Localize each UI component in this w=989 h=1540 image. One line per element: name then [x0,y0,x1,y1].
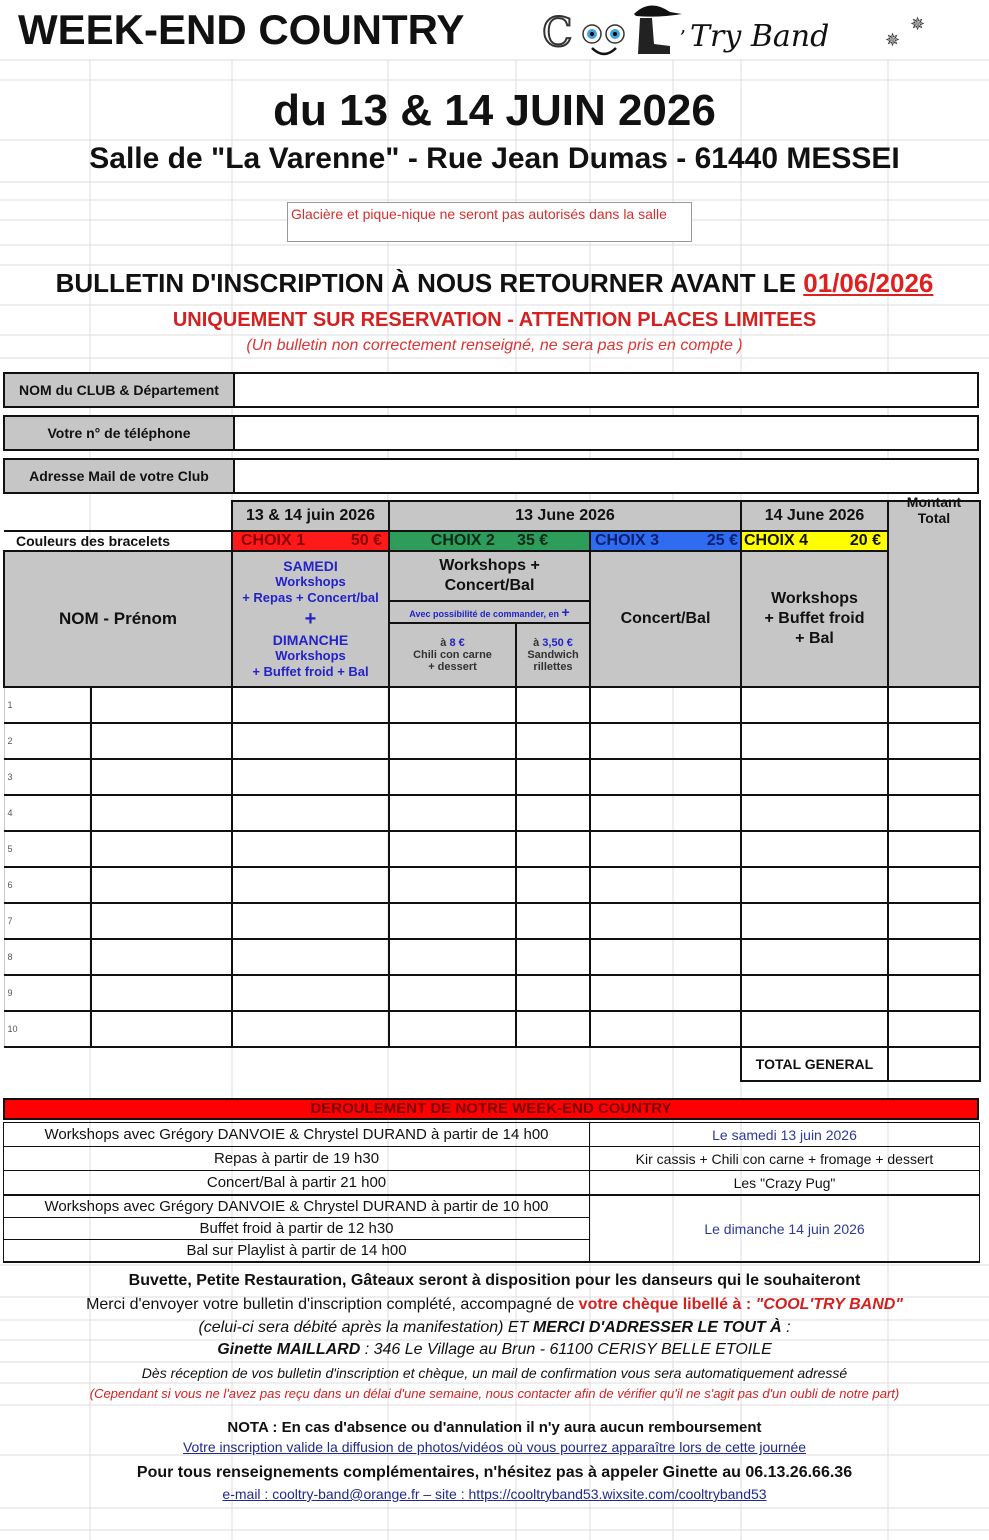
participant-row [4,867,980,903]
choice3-cell[interactable] [590,759,741,795]
choice3-description: Concert/Bal [590,551,741,687]
sandwich-cell[interactable] [516,831,590,867]
svg-text:✵: ✵ [910,14,926,34]
sandwich-cell[interactable] [516,687,590,723]
photos-text: Votre inscription valide la diffusion de photos/vidéos où vous pourrez apparaître lors de cette journée [182,1439,807,1455]
option-sandwich [516,623,590,687]
sat-item-3: Concert/Bal à partir 21 h00 [4,1171,590,1196]
choice1-name: CHOIX 1 [241,532,306,549]
dimanche-label: DIMANCHE [272,632,349,648]
samedi-label: SAMEDI [283,558,338,574]
total-cell[interactable] [888,759,980,795]
participant-row [4,795,980,831]
choice4-line1: Workshops [771,590,858,607]
total-general-label: TOTAL GENERAL [741,1047,888,1081]
choice4-cell[interactable] [741,795,888,831]
choice1-description [232,551,389,687]
opt2-line1: Sandwich [527,649,579,661]
bulletin-heading [0,268,989,299]
choice3-badge [590,531,741,551]
choice3-cell[interactable] [590,867,741,903]
choice1-price: 50 € [350,532,382,549]
buvette-text: Buvette, Petite Restauration, Gâteaux seront à disposition pour les danseurs qui le souhaiteront [128,1272,861,1289]
option-plus-icon: + [561,604,570,620]
schedule-table [3,1122,980,1263]
address-rest: : 346 Le Village au Brun - 61100 CERISY BELLE ETOILE [360,1341,772,1358]
debit-text [0,1319,989,1337]
date-choice1: 13 & 14 juin 2026 [232,501,389,531]
participant-row [4,903,980,939]
notice-box: Glacière et pique-nique ne seront pas autorisés dans la salle [287,202,692,242]
name-cell[interactable] [91,903,232,939]
choice2-cell[interactable] [389,759,516,795]
merci-payee: "COOL'TRY BAND" [755,1296,903,1313]
sat-date: Le samedi 13 juin 2026 [590,1123,980,1147]
total-cell[interactable] [888,795,980,831]
choice4-line3: + Bal [795,630,834,647]
event-venue: Salle de "La Varenne" - Rue Jean Dumas - 61440 MESSEI [89,142,900,175]
merci-text [0,1296,989,1314]
participant-row [4,687,980,723]
date-choice2-3: 13 June 2026 [389,501,741,531]
phone-field[interactable] [235,417,977,449]
club-name-field[interactable] [235,374,977,406]
choice1-cell[interactable] [232,723,389,759]
row-number: 9 [4,975,91,1011]
choice1-cell[interactable] [232,759,389,795]
sun-item-3: Bal sur Playlist à partir de 14 h00 [4,1240,590,1263]
dimanche-detail1: Workshops [275,648,346,663]
blank-corner [4,501,232,531]
sandwich-cell[interactable] [516,723,590,759]
choice3-name: CHOIX 3 [595,532,660,549]
dimanche-detail2: + Buffet froid + Bal [252,664,369,679]
name-cell[interactable] [91,831,232,867]
option-note [389,601,590,623]
debit-bold: MERCI D'ADRESSER LE TOUT À [532,1319,782,1336]
event-dates: du 13 & 14 JUIN 2026 [273,86,716,135]
debit-suffix: : [781,1319,791,1336]
svg-text:C: C [542,10,573,56]
row-number: 2 [4,723,91,759]
sat-item-2: Repas à partir de 19 h30 [4,1147,590,1171]
svg-text:,: , [680,13,687,37]
choice4-cell[interactable] [741,687,888,723]
choice3-cell[interactable] [590,831,741,867]
row-number: 8 [4,939,91,975]
row-number: 6 [4,867,91,903]
sat-meal: Kir cassis + Chili con carne + fromage + dessert [590,1147,980,1171]
opt1-line2: + dessert [428,661,477,673]
sat-item-1: Workshops avec Grégory DANVOIE & Chrystel DURAND à partir de 14 h00 [4,1123,590,1147]
choice4-cell[interactable] [741,1011,888,1047]
schedule-banner: DEROULEMENT DE NOTRE WEEK-END COUNTRY [3,1098,979,1120]
sun-item-2: Buffet froid à partir de 12 h30 [4,1218,590,1240]
bulletin-warning: (Un bulletin non correctement renseigné, ne sera pas pris en compte ) [246,337,743,354]
sandwich-cell[interactable] [516,867,590,903]
choice4-cell[interactable] [741,723,888,759]
option-note-text: Avec possibilité de commander, en [409,609,559,619]
choice4-cell[interactable] [741,939,888,975]
name-cell[interactable] [91,975,232,1011]
name-cell[interactable] [91,867,232,903]
choice2-cell[interactable] [389,939,516,975]
choice2-title: Workshops + Concert/Bal [389,551,590,601]
club-name-label: NOM du CLUB & Département [5,374,235,406]
cooltry-band-logo [540,2,940,60]
choice2-price: 35 € [517,532,549,549]
choice4-badge [741,531,888,551]
email-label: Adresse Mail de votre Club [5,460,235,492]
participant-row [4,1011,980,1047]
deadline-date: 01/06/2026 [803,268,934,298]
row-number: 4 [4,795,91,831]
opt2-price: 3,50 € [542,637,573,649]
nota-text: NOTA : En cas d'absence ou d'annulation il n'y aura aucun remboursement [227,1419,762,1436]
name-cell[interactable] [91,687,232,723]
bulletin-text: BULLETIN D'INSCRIPTION À NOUS RETOURNER AVANT LE [55,268,804,298]
merci-prefix: Merci d'envoyer votre bulletin d'inscription complété, accompagné de [86,1296,579,1313]
total-cell[interactable] [888,687,980,723]
opt1-line1: Chili con carne [413,649,492,661]
choice2-cell[interactable] [389,723,516,759]
choice1-cell[interactable] [232,975,389,1011]
choice4-cell[interactable] [741,903,888,939]
row-number: 5 [4,831,91,867]
choice2-cell[interactable] [389,1011,516,1047]
email-site-link[interactable]: e-mail : cooltry-band@orange.fr – site : https://cooltryband53.wixsite.com/cooltryband53 [222,1486,767,1502]
total-cell[interactable] [888,723,980,759]
choice3-cell[interactable] [590,975,741,1011]
confirmation-text: Dès réception de vos bulletin d'inscription et chèque, un mail de confirmation vous sera automatiquement adressé [141,1365,848,1381]
event-title: WEEK-END COUNTRY [18,6,465,53]
cependant-text: (Cependant si vous ne l'avez pas reçu dans un délai d'une semaine, nous contacter afin de vérifier qu'il ne s'agit pas d'un oubli de notre part) [89,1386,900,1401]
club-name-row [3,372,979,408]
choice1-badge [232,531,389,551]
choice3-cell[interactable] [590,1011,741,1047]
opt2-line2: rillettes [533,661,573,673]
choice4-name: CHOIX 4 [744,532,809,549]
opt1-price: 8 € [449,637,465,649]
sandwich-cell[interactable] [516,939,590,975]
opt1-prefix: à [440,637,450,649]
total-general-value[interactable] [888,1047,980,1081]
sun-item-1: Workshops avec Grégory DANVOIE & Chrystel DURAND à partir de 10 h00 [4,1195,590,1218]
choice4-line2: + Buffet froid [764,610,865,627]
row-number: 1 [4,687,91,723]
choice2-name: CHOIX 2 [430,532,495,549]
choice4-description [741,551,888,687]
choice2-cell[interactable] [389,687,516,723]
opt2-prefix: à [533,637,543,649]
name-cell[interactable] [91,723,232,759]
sandwich-cell[interactable] [516,795,590,831]
participant-row [4,939,980,975]
choice2-badge [389,531,590,551]
total-spacer [4,1047,741,1081]
contact-text: Pour tous renseignements complémentaires, n'hésitez pas à appeler Ginette au 06.13.26.66.36 [136,1464,853,1481]
row-number: 3 [4,759,91,795]
choice4-cell[interactable] [741,867,888,903]
choice3-cell[interactable] [590,723,741,759]
choice1-cell[interactable] [232,687,389,723]
participant-row [4,759,980,795]
choice4-price: 20 € [849,532,881,549]
registration-table [3,494,981,1082]
phone-label: Votre n° de téléphone [5,417,235,449]
name-cell[interactable] [91,939,232,975]
svg-text:✵: ✵ [885,30,901,50]
choice3-cell[interactable] [590,939,741,975]
reservation-notice: UNIQUEMENT SUR RESERVATION - ATTENTION PLACES LIMITEES [172,309,817,331]
choice1-cell[interactable] [232,1011,389,1047]
merci-cheque: votre chèque libellé à : [578,1296,756,1313]
plus-icon: + [304,608,317,630]
total-cell[interactable] [888,939,980,975]
choice3-cell[interactable] [590,795,741,831]
phone-row [3,415,979,451]
sandwich-cell[interactable] [516,759,590,795]
total-header [888,494,980,687]
total-cell[interactable] [888,867,980,903]
total-cell[interactable] [888,975,980,1011]
total-header-label: Montant Total [906,494,962,526]
option-chili [389,623,516,687]
choice3-cell[interactable] [590,903,741,939]
total-cell[interactable] [888,831,980,867]
choice2-cell[interactable] [389,867,516,903]
bracelets-label: Couleurs des bracelets [4,531,232,551]
sun-date: Le dimanche 14 juin 2026 [590,1195,980,1262]
choice2-cell[interactable] [389,795,516,831]
address-name: Ginette MAILLARD [217,1341,361,1358]
choice2-cell[interactable] [389,975,516,1011]
name-header: NOM - Prénom [4,551,232,687]
address-text [0,1341,989,1359]
samedi-detail2: + Repas + Concert/bal [242,590,379,605]
choice2-cell[interactable] [389,903,516,939]
date-choice4: 14 June 2026 [741,501,888,531]
name-cell[interactable] [91,759,232,795]
participant-row [4,723,980,759]
email-field[interactable] [235,460,977,492]
name-cell[interactable] [91,1011,232,1047]
email-row [3,458,979,494]
sat-band: Les "Crazy Pug" [590,1171,980,1196]
svg-text:Try Band: Try Band [690,19,830,54]
choice1-cell[interactable] [232,795,389,831]
choice1-cell[interactable] [232,867,389,903]
choice2-cell[interactable] [389,831,516,867]
sandwich-cell[interactable] [516,975,590,1011]
row-number: 10 [4,1011,91,1047]
participant-row [4,975,980,1011]
choice4-cell[interactable] [741,975,888,1011]
choice1-cell[interactable] [232,939,389,975]
name-cell[interactable] [91,795,232,831]
debit-prefix: (celui-ci sera débité après la manifestation) ET [198,1319,533,1336]
choice1-cell[interactable] [232,903,389,939]
samedi-detail1: Workshops [275,574,346,589]
sandwich-cell[interactable] [516,903,590,939]
total-cell[interactable] [888,903,980,939]
choice1-cell[interactable] [232,831,389,867]
choice3-cell[interactable] [590,687,741,723]
participant-row [4,831,980,867]
choice4-cell[interactable] [741,759,888,795]
choice4-cell[interactable] [741,831,888,867]
row-number: 7 [4,903,91,939]
total-cell[interactable] [888,1011,980,1047]
sandwich-cell[interactable] [516,1011,590,1047]
choice3-price: 25 € [706,532,738,549]
